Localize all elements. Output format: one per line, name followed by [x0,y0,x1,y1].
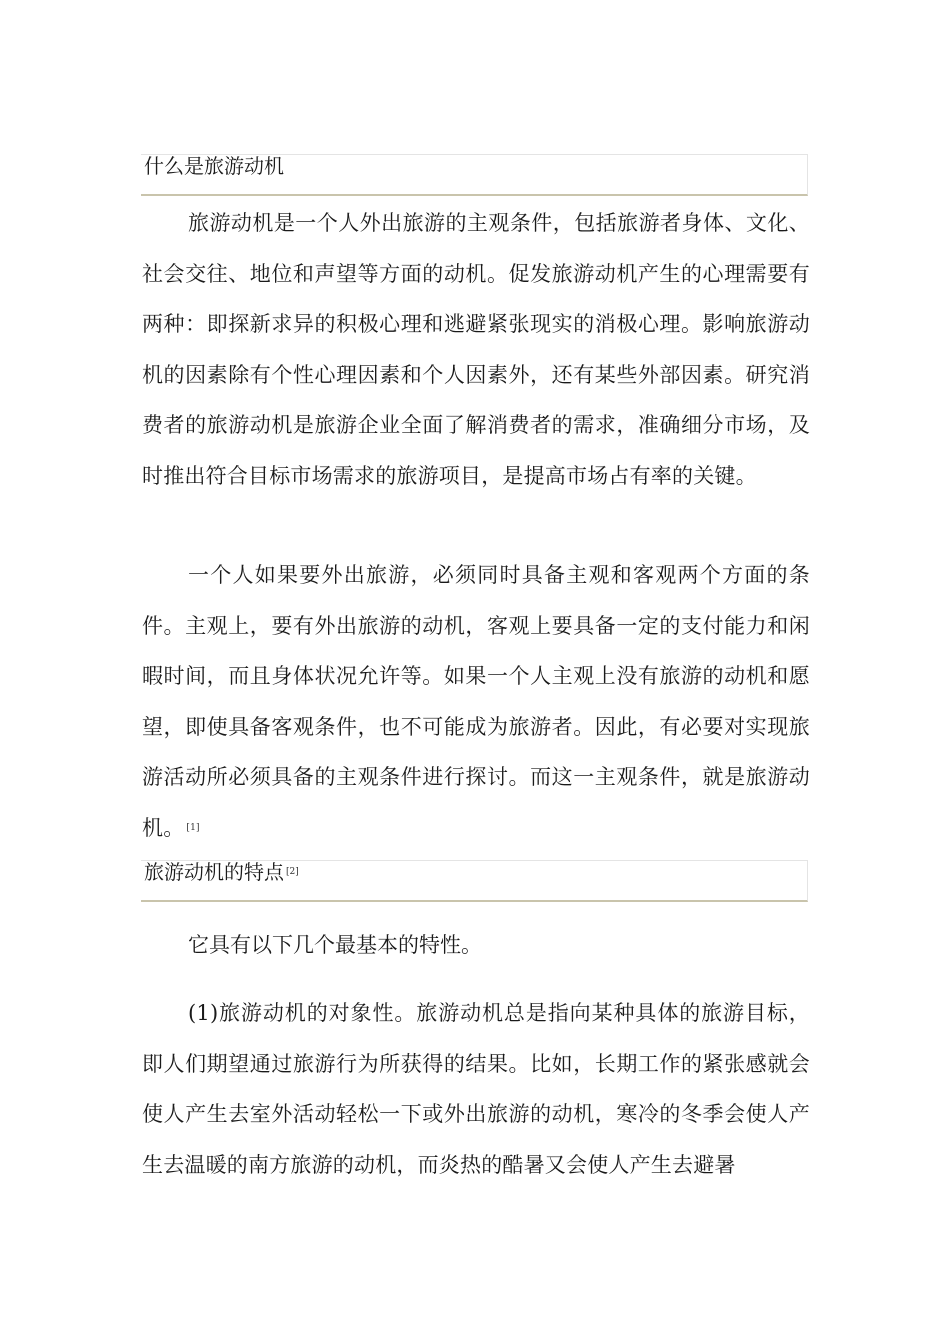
paragraph [142,198,810,501]
paragraph-text: 一个人如果要外出旅游，必须同时具备主观和客观两个方面的条件。主观上，要有外出旅游的动机，客观上要具备一定的支付能力和闲暇时间，而且身体状况允许等。如果一个人主观上没有旅游的动机和愿望，即使具备客观条件，也不可能成为旅游者。因此，有必要对实现旅游活动所必须具备的主观条件进行探讨。而这一主观条件，就是旅游动机。 [142,563,810,840]
paragraph [142,550,810,853]
section-heading-label: 旅游动机的特点 [144,860,284,884]
paragraph-text: 它具有以下几个最基本的特性。 [188,933,482,957]
section-heading: 什么是旅游动机 [144,154,284,178]
paragraph [142,930,810,960]
footnote-ref[interactable]: [2] [286,867,299,877]
footnote-ref[interactable]: [1] [186,822,200,833]
paragraph [142,988,810,1190]
section-heading-box [141,860,808,902]
paragraph-text: (1)旅游动机的对象性。旅游动机总是指向某种具体的旅游目标，即人们期望通过旅游行为所获得的结果。比如，长期工作的紧张感就会使人产生去室外活动轻松一下或外出旅游的动机，寒冷的冬季会使人产生去温暖的南方旅游的动机，而炎热的酷暑又会使人产生去避暑 [142,1001,810,1177]
section-heading-box [141,154,808,196]
section-heading [144,860,299,884]
paragraph-text: 旅游动机是一个人外出旅游的主观条件，包括旅游者身体、文化、社会交往、地位和声望等方面的动机。促发旅游动机产生的心理需要有两种：即探新求异的积极心理和逃避紧张现实的消极心理。影响旅游动机的因素除有个性心理因素和个人因素外，还有某些外部因素。研究消费者的旅游动机是旅游企业全面了解消费者的需求，准确细分市场，及时推出符合目标市场需求的旅游项目，是提高市场占有率的关键。 [142,211,810,488]
